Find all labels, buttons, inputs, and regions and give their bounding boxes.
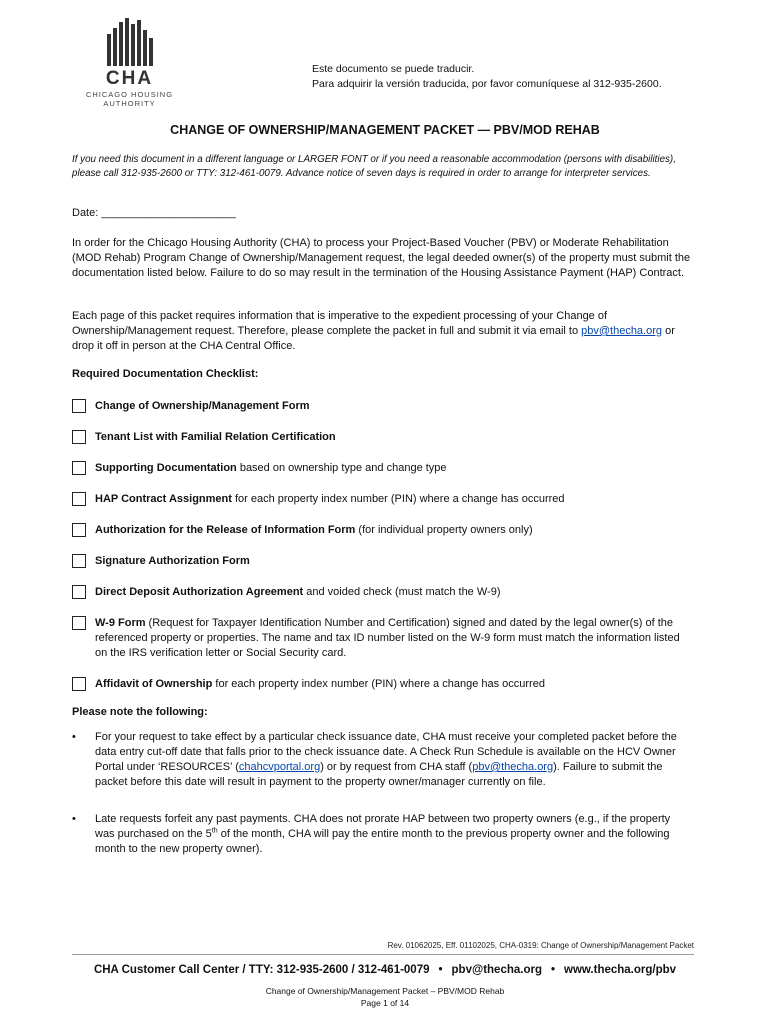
- translation-line-1: Este documento se puede traducir.: [312, 63, 475, 75]
- footer-doc-title: Change of Ownership/Management Packet – PBV/MOD Rehab: [265, 986, 505, 996]
- logo-org-short: CHA: [105, 68, 154, 89]
- checklist-item-detail: (for individual property owners only): [355, 524, 533, 536]
- page-number: Page 1 of 14: [360, 998, 410, 1008]
- ordinal-suffix: th: [211, 827, 218, 835]
- call-center-info: CHA Customer Call Center / TTY: 312-935-2600 / 312-461-0079: [93, 964, 430, 976]
- contact-website[interactable]: www.thecha.org/pbv: [564, 964, 677, 976]
- contact-email[interactable]: pbv@thecha.org: [451, 964, 542, 976]
- bullet-icon: •: [72, 813, 76, 825]
- checklist-item-title: Affidavit of Ownership: [95, 678, 213, 690]
- cha-logo: [82, 18, 177, 108]
- portal-link[interactable]: chahcvportal.org: [238, 761, 321, 773]
- intro-paragraph-2: [72, 309, 692, 354]
- checkbox[interactable]: [72, 554, 86, 568]
- revision-info: Rev. 01062025, Eff. 01102025, CHA-0319: Change of Ownership/Management Packet: [387, 941, 694, 950]
- checkbox[interactable]: [72, 399, 86, 413]
- checkbox[interactable]: [72, 677, 86, 691]
- email-link[interactable]: pbv@thecha.org: [472, 761, 554, 773]
- checkbox[interactable]: [72, 523, 86, 537]
- note-text: ). Failure to submit the packet before this date will result in payment to the property owner/manager currently on file.: [95, 761, 663, 788]
- checkbox[interactable]: [72, 492, 86, 506]
- page-title: CHANGE OF OWNERSHIP/MANAGEMENT PACKET — PBV/MOD REHAB: [170, 123, 600, 137]
- checklist-item-title: HAP Contract Assignment: [95, 493, 232, 505]
- checklist-item-title: Supporting Documentation: [95, 462, 237, 474]
- note-text: Late requests forfeit any past payments. CHA does not prorate HAP between two property owners (e.g., if the property was purchased on the 5: [95, 813, 671, 840]
- contact-line: [0, 964, 770, 976]
- checklist-item-detail: for each property index number (PIN) where a change has occurred: [231, 493, 565, 505]
- note-text: ) or by request from CHA staff (: [320, 761, 473, 773]
- accessibility-note: If you need this document in a different language or LARGER FONT or if you need a reasonable accommodation (persons with disabilities), please call 312-935-2600 or TTY: 312-461-0079. Advance notice of seven days is required in order to arrange for interpreter services.: [72, 154, 676, 179]
- bullet-icon: •: [72, 731, 76, 743]
- checklist-item-title: W-9 Form: [95, 617, 146, 629]
- note-text: of the month, CHA will pay the entire month to the previous property owner and the following month to the new property owner).: [95, 828, 670, 855]
- notes-heading: Please note the following:: [72, 706, 208, 718]
- intro-p2-after: or drop it off in person at the CHA Central Office.: [72, 325, 675, 352]
- checklist-item-title: Signature Authorization Form: [95, 555, 250, 567]
- checklist-item-title: Change of Ownership/Management Form: [95, 400, 310, 412]
- checkbox[interactable]: [72, 585, 86, 599]
- cha-logo-mark-icon: [107, 18, 153, 66]
- checklist-item-detail: for each property index number (PIN) where a change has occurred: [212, 678, 545, 690]
- checklist-item-detail: based on ownership type and change type: [236, 462, 447, 474]
- page-footer: [0, 985, 770, 1009]
- logo-org-line1: CHICAGO HOUSING: [85, 90, 174, 99]
- logo-org-line2: AUTHORITY: [103, 99, 156, 108]
- translation-line-2: Para adquirir la versión traducida, por favor comuníquese al 312-935-2600.: [312, 78, 662, 90]
- checkbox[interactable]: [72, 461, 86, 475]
- checklist-item-title: Tenant List with Familial Relation Certification: [95, 431, 336, 443]
- footer-divider: [72, 954, 694, 955]
- date-field[interactable]: Date: ______________________: [72, 207, 236, 219]
- checkbox[interactable]: [72, 616, 86, 630]
- checklist-item-title: Direct Deposit Authorization Agreement: [95, 586, 304, 598]
- intro-paragraph-1: In order for the Chicago Housing Authority (CHA) to process your Project-Based Voucher (PBV) or Moderate Rehabilitation (MOD Rehab) Program Change of Ownership/Management request, the legal deeded owner(s) of the property must submit the documentation listed below. Failure to do so may result in the termination of the Housing Assistance Payment (HAP) Contract.: [72, 237, 691, 279]
- separator-dot: •: [438, 964, 443, 976]
- translation-notice: [312, 62, 662, 92]
- intro-p2-before: Each page of this packet requires information that is imperative to the expedient processing of your Change of Ownership/Management request. Therefore, please complete the packet in full and submit it via email to: [72, 310, 608, 337]
- email-link[interactable]: pbv@thecha.org: [581, 325, 663, 337]
- checklist-heading: Required Documentation Checklist:: [72, 368, 259, 380]
- checklist-item-detail: (Request for Taxpayer Identification Number and Certification) signed and dated by the legal owner(s) of the referenced property or properties. The name and tax ID number listed on the W-9 form must match the information listed on the IRS verification letter or Social Security card.: [95, 617, 680, 659]
- checkbox[interactable]: [72, 430, 86, 444]
- checklist-item-detail: and voided check (must match the W-9): [303, 586, 501, 598]
- checklist-item-title: Authorization for the Release of Information Form: [95, 524, 356, 536]
- note-text: For your request to take effect by a particular check issuance date, CHA must receive your completed packet before the data entry cut-off date that falls prior to the check issuance date. A Check Run Schedule is available on the HCV Owner Portal under ‘RESOURCES’ (: [95, 731, 677, 773]
- separator-dot: •: [550, 964, 556, 976]
